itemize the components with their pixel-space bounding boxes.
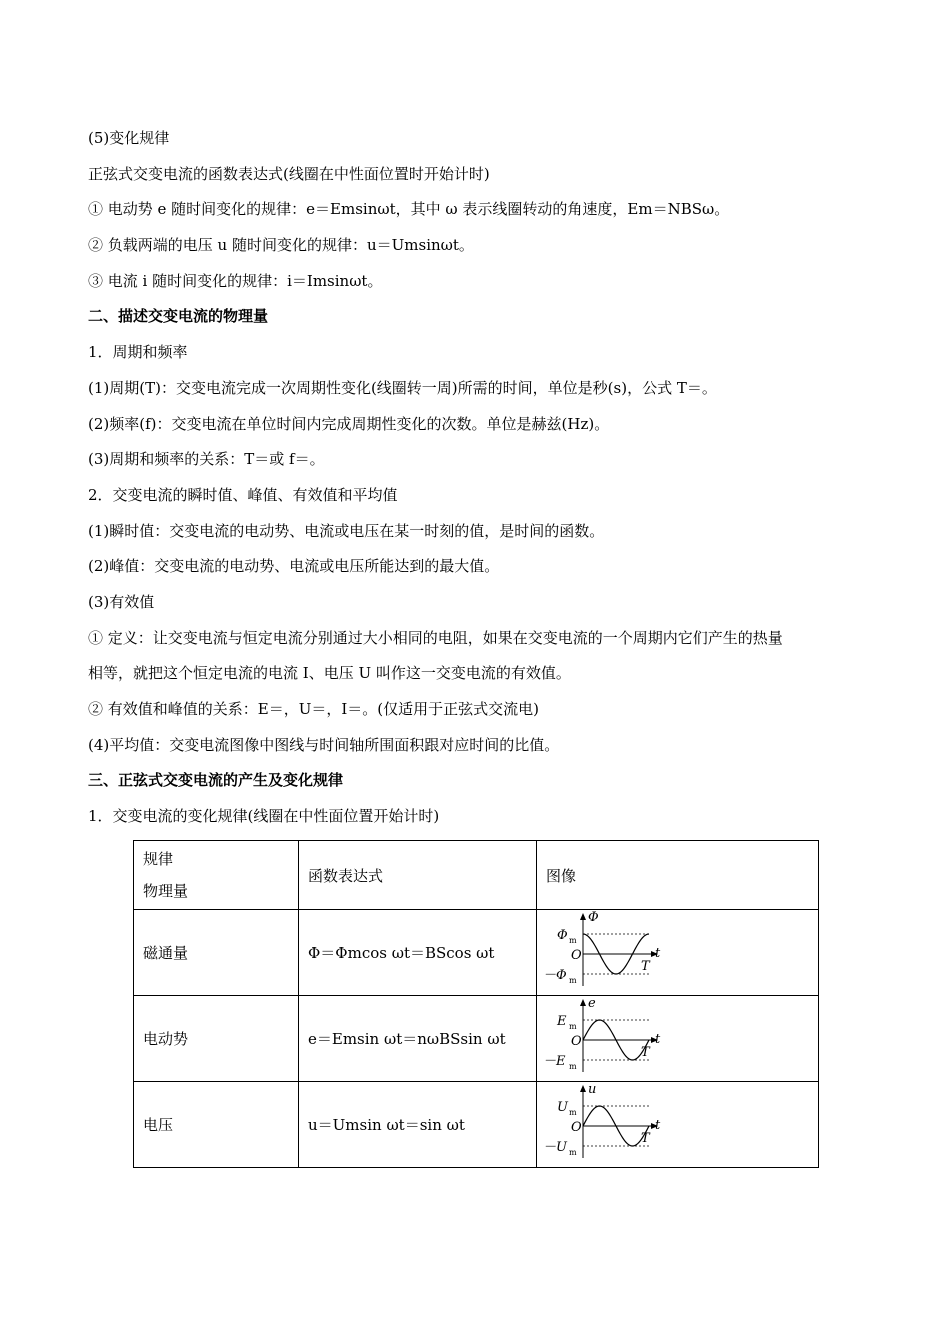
row-quantity: 磁通量 <box>134 910 299 996</box>
ac-rules-table <box>133 840 819 1168</box>
header-rule: 规律 <box>143 850 174 868</box>
flux-wave-graph <box>537 910 667 990</box>
text-line: (5)变化规律 <box>88 129 170 147</box>
header-rule-quantity <box>134 841 299 910</box>
time-label: t <box>655 1032 661 1047</box>
period-label: T <box>641 1045 650 1060</box>
text-line: (4)平均值：交变电流图像中图线与时间轴所围面积跟对应时间的比值。 <box>88 735 560 754</box>
text-line: ② 有效值和峰值的关系：E＝，U＝，I＝。(仅适用于正弦式交流电) <box>88 700 539 718</box>
table-row <box>134 1082 819 1168</box>
header-formula: 函数表达式 <box>299 841 537 910</box>
origin-label: O <box>571 1034 582 1049</box>
table-header-row <box>134 841 819 910</box>
peak-subscript: m <box>569 936 577 945</box>
time-label: t <box>655 946 661 961</box>
row-formula: e＝Emsin ωt＝nωBSsin ωt <box>299 996 537 1082</box>
text-line: ③ 电流 i 随时间变化的规律：i＝Imsinωt。 <box>88 271 383 290</box>
axis-label: u <box>588 1082 597 1097</box>
section-heading: 二、描述交变电流的物理量 <box>88 307 269 326</box>
peak-subscript: m <box>569 1022 577 1031</box>
origin-label: O <box>571 948 582 963</box>
time-label: t <box>655 1118 661 1133</box>
y-axis-arrow <box>580 913 586 920</box>
subsection-heading: 2．交变电流的瞬时值、峰值、有效值和平均值 <box>88 485 398 504</box>
subsection-heading: 1．周期和频率 <box>88 343 188 362</box>
axis-label: Φ <box>588 910 599 925</box>
row-formula: u＝Umsin ωt＝sin ωt <box>299 1082 537 1168</box>
y-axis-arrow <box>580 999 586 1006</box>
peak-label: Φ <box>557 928 568 943</box>
period-label: T <box>641 1131 650 1146</box>
row-quantity: 电压 <box>134 1082 299 1168</box>
row-quantity: 电动势 <box>134 996 299 1082</box>
text-line: ① 定义：让交变电流与恒定电流分别通过大小相同的电阻，如果在交变电流的一个周期内它们产生的热量 <box>88 628 783 647</box>
document-body <box>88 128 868 826</box>
y-axis-arrow <box>580 1085 586 1092</box>
text-line: (1)周期(T)：交变电流完成一次周期性变化(线圈转一周)所需的时间，单位是秒(s)，公式 T＝。 <box>88 378 717 397</box>
trough-subscript: m <box>569 1062 577 1071</box>
axis-label: e <box>588 996 596 1011</box>
trough-subscript: m <box>569 976 577 985</box>
text-line: 相等，就把这个恒定电流的电流 I、电压 U 叫作这一交变电流的有效值。 <box>88 664 571 683</box>
period-label: T <box>641 959 650 974</box>
text-line: (3)有效值 <box>88 592 155 611</box>
peak-label: E <box>557 1014 567 1029</box>
origin-label: O <box>571 1120 582 1135</box>
text-line: (1)瞬时值：交变电流的电动势、电流或电压在某一时刻的值，是时间的函数。 <box>88 521 605 540</box>
text-line: ① 电动势 e 随时间变化的规律：e＝Emsinωt，其中 ω 表示线圈转动的角速度，Em＝NBSω。 <box>88 200 730 219</box>
subsection-heading: 1．交变电流的变化规律(线圈在中性面位置开始计时) <box>88 807 440 826</box>
table-row <box>134 996 819 1082</box>
peak-subscript: m <box>569 1108 577 1117</box>
text-line: (2)频率(f)：交变电流在单位时间内完成周期性变化的次数。单位是赫兹(Hz)。 <box>88 414 610 433</box>
trough-label: －E <box>543 1054 566 1069</box>
text-line: 正弦式交变电流的函数表达式(线圈在中性面位置时开始计时) <box>88 164 490 183</box>
section-heading: 三、正弦式交变电流的产生及变化规律 <box>88 771 344 790</box>
header-graph: 图像 <box>537 841 819 910</box>
trough-label: －U <box>543 1140 567 1155</box>
text-line: (2)峰值：交变电流的电动势、电流或电压所能达到的最大值。 <box>88 557 500 576</box>
header-quantity: 物理量 <box>143 882 189 900</box>
voltage-wave-graph <box>537 1082 667 1162</box>
trough-subscript: m <box>569 1148 577 1157</box>
text-line: (3)周期和频率的关系：T＝或 f＝。 <box>88 450 325 469</box>
trough-label: －Φ <box>543 968 567 983</box>
peak-label: U <box>557 1100 568 1115</box>
row-formula: Φ＝Φmcos ωt＝BScos ωt <box>299 910 537 996</box>
table-row <box>134 910 819 996</box>
text-line: ② 负载两端的电压 u 随时间变化的规律：u＝Umsinωt。 <box>88 236 474 255</box>
emf-wave-graph <box>537 996 667 1076</box>
